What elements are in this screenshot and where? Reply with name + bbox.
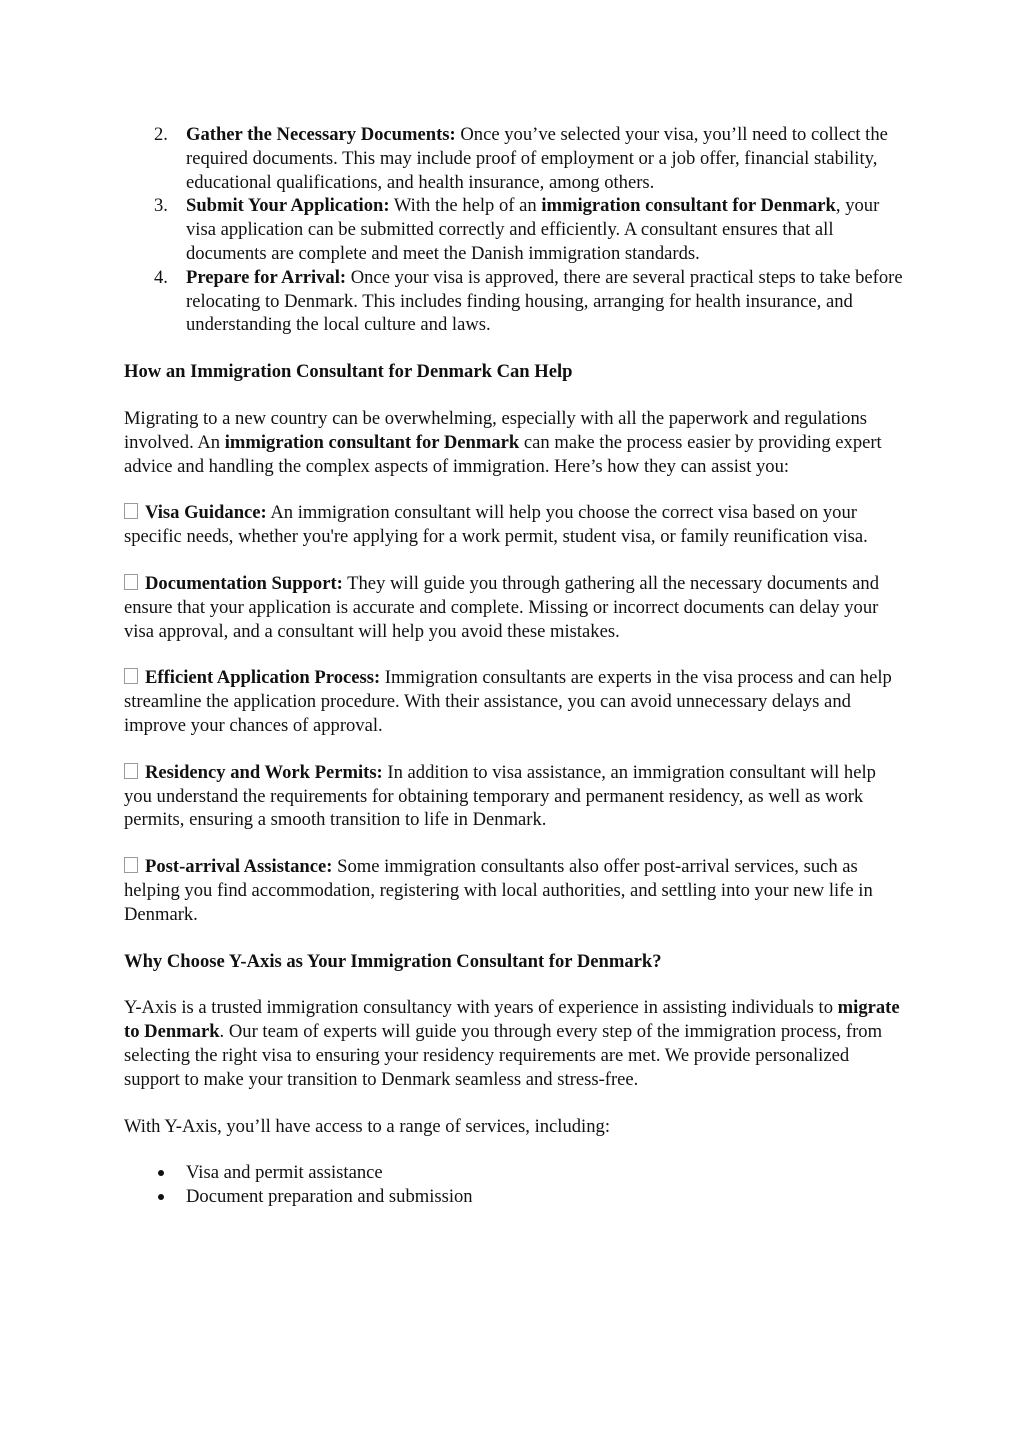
step-title: Prepare for Arrival: [186,266,347,288]
service-text: Some immigration consultants also offer post-arrival services, such as helping you find accommodation, registering with local authorities, and settling into your new life in Denmark. [124,856,873,925]
yaxis-paragraph [124,996,904,1091]
intro-bold-phrase: immigration consultant for Denmark [224,431,520,453]
bullet-dot-icon [158,1194,164,1200]
step-text: Once you’ve selected your visa, you’ll need to collect the required documents. This may include proof of employment or a job offer, financial stability, educational qualifications, and health insurance, among others. [186,124,888,193]
document-page [124,123,904,1209]
service-paragraph [124,501,904,549]
intro-text: can make the process easier by providing expert advice and handling the complex aspects of immigration. Here’s how they can assist you: [124,431,882,477]
intro-text: Migrating to a new country can be overwhelming, especially with all the paperwork and regulations involved. An [124,407,868,453]
step-text: With the help of an [389,195,542,217]
service-paragraph [124,572,904,643]
list-item [124,1161,904,1185]
service-paragraph [124,666,904,737]
service-text: In addition to visa assistance, an immigration consultant will help you understand the requirements for obtaining temporary and permanent residency, as well as work permits, ensuring a smooth transition to life in Denmark. [124,761,876,831]
step-bold-phrase: immigration consultant for Denmark [541,195,836,217]
bullet-box-icon [124,574,138,590]
service-title: Efficient Application Process: [145,667,381,689]
bullet-box-icon [124,668,138,684]
bullet-box-icon [124,763,138,779]
step-number: 3. [154,195,168,217]
service-paragraph [124,855,904,926]
yaxis-bold-phrase: migrate to Denmark [124,997,900,1043]
service-text: They will guide you through gathering all the necessary documents and ensure that your application is accurate and complete. Missing or incorrect documents can delay your visa approval, and a consultant will help you avoid these mistakes. [124,572,880,642]
service-title: Visa Guidance: [145,502,267,524]
section-heading: How an Immigration Consultant for Denmark Can Help [124,361,573,383]
bullet-box-icon [124,857,138,873]
intro-paragraph [124,407,904,478]
step-number: 2. [154,124,168,145]
step-text: Once your visa is approved, there are several practical steps to take before relocating to Denmark. This includes finding housing, arranging for health insurance, and understanding the local culture and laws. [186,266,903,336]
steps-list [124,123,904,337]
list-item [124,1185,904,1209]
service-paragraph [124,761,904,832]
service-text: Immigration consultants are experts in the visa process and can help streamline the application procedure. With their assistance, you can avoid unnecessary delays and improve your chances of approval. [124,667,892,736]
services-bullet-list [124,1161,904,1209]
step-title: Gather the Necessary Documents: [186,124,456,145]
step-text: , your visa application can be submitted correctly and efficiently. A consultant ensures that all documents are complete and meet the Danish immigration standards. [186,195,880,264]
section-heading: Why Choose Y-Axis as Your Immigration Consultant for Denmark? [124,950,662,972]
step-item [124,194,904,265]
step-title: Submit Your Application: [186,195,390,217]
step-item [124,123,904,194]
step-number: 4. [154,266,168,288]
step-item [124,266,904,337]
yaxis-text: . Our team of experts will guide you through every step of the immigration process, from selecting the right visa to ensuring your residency requirements are met. We provide personalized support to make your transition to Denmark seamless and stress-free. [124,1021,883,1090]
list-item-text: Document preparation and submission [186,1186,473,1208]
service-title: Residency and Work Permits: [145,761,383,783]
service-text: An immigration consultant will help you choose the correct visa based on your specific needs, whether you're applying for a work permit, student visa, or family reunification visa. [124,502,868,548]
service-title: Documentation Support: [145,572,343,594]
bullet-box-icon [124,503,138,519]
access-paragraph: With Y-Axis, you’ll have access to a range of services, including: [124,1115,610,1137]
list-item-text: Visa and permit assistance [186,1162,383,1184]
yaxis-text: Y-Axis is a trusted immigration consultancy with years of experience in assisting individuals to [124,997,838,1019]
service-title: Post-arrival Assistance: [145,856,333,878]
bullet-dot-icon [158,1170,164,1176]
